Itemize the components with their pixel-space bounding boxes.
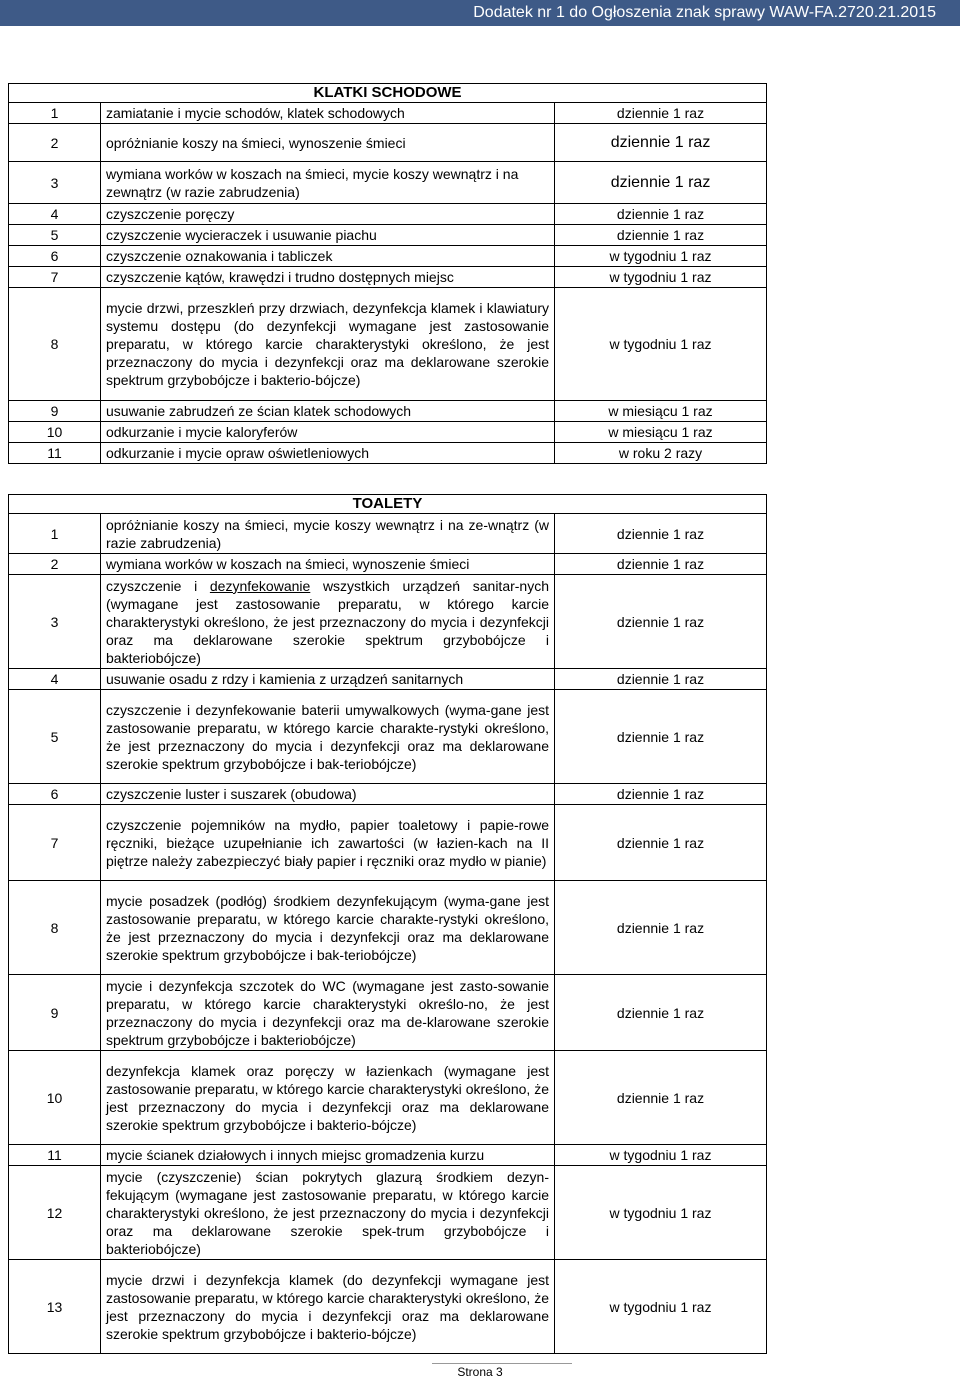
table-row (9, 288, 767, 401)
task-description: czyszczenie i dezynfekowanie baterii umywalkowych (wyma-gane jest zastosowanie preparatu, w którego karcie charakte-rystyki określono, że jest przeznaczony do mycia i dezynfekcji oraz ma deklarowane szerokie spektrum grzybobójcze i bak-teriobójcze) (101, 690, 555, 784)
task-description: usuwanie osadu z rdzy i kamienia z urządzeń sanitarnych (101, 669, 555, 690)
row-number: 9 (9, 975, 101, 1051)
table-row (9, 401, 767, 422)
task-description: usuwanie zabrudzeń ze ścian klatek schodowych (101, 401, 555, 422)
row-number: 10 (9, 422, 101, 443)
task-frequency: dziennie 1 raz (555, 881, 767, 975)
task-description: mycie drzwi i dezynfekcja klamek (do dezynfekcji wymagane jest zastosowanie preparatu, w którego karcie charakterystyki określono, że jest przeznaczony do mycia i dezynfekcji oraz ma deklarowane szerokie spektrum grzybobójcze i bakterio-bójcze) (101, 1260, 555, 1354)
desc-text: czyszczenie i (106, 577, 210, 594)
task-frequency: dziennie 1 raz (555, 975, 767, 1051)
row-number: 11 (9, 443, 101, 464)
task-description: mycie posadzek (podłóg) środkiem dezynfekującym (wyma-gane jest zastosowanie preparatu, w którego karcie charakte-rystyki określono, że jest przeznaczony do mycia i dezynfekcji oraz ma deklarowane szerokie spektrum grzybobójcze i bak-teriobójcze) (101, 881, 555, 975)
row-number: 7 (9, 805, 101, 881)
table-row (9, 575, 767, 669)
row-number: 2 (9, 554, 101, 575)
table-row (9, 1145, 767, 1166)
row-number: 4 (9, 669, 101, 690)
table-row (9, 1051, 767, 1145)
task-description: wymiana worków w koszach na śmieci, wynoszenie śmieci (101, 554, 555, 575)
task-frequency: dziennie 1 raz (555, 162, 767, 204)
table-row (9, 443, 767, 464)
table-row (9, 1166, 767, 1260)
task-frequency: w miesiącu 1 raz (555, 422, 767, 443)
task-description: opróżnianie koszy na śmieci, mycie koszy wewnątrz i na ze-wnątrz (w razie zabrudzenia) (101, 514, 555, 554)
page-number: Strona 3 (457, 1365, 503, 1379)
toalety-table (8, 494, 767, 1354)
task-frequency: dziennie 1 raz (555, 103, 767, 124)
task-description: odkurzanie i mycie opraw oświetleniowych (101, 443, 555, 464)
task-frequency: dziennie 1 raz (555, 784, 767, 805)
table-row (9, 124, 767, 162)
table-title-row (9, 495, 767, 514)
task-description: dezynfekcja klamek oraz poręczy w łazienkach (wymagane jest zastosowanie preparatu, w którego karcie charakterystyki określono, że jest przeznaczony do mycia i dezynfekcji oraz ma deklarowane szerokie spektrum grzybobójcze i bakterio-bójcze) (101, 1051, 555, 1145)
task-description: czyszczenie kątów, krawędzi i trudno dostępnych miejsc (101, 267, 555, 288)
row-number: 6 (9, 784, 101, 805)
table-row (9, 690, 767, 784)
task-description: czyszczenie pojemników na mydło, papier toaletowy i papie-rowe ręczniki, bieżące uzupełnianie ich zawartości (w łazien-kach na II piętrze należy zabezpieczyć biały papier i ręczniki oraz mydło w pianie) (101, 805, 555, 881)
task-frequency: w tygodniu 1 raz (555, 246, 767, 267)
task-description: zamiatanie i mycie schodów, klatek schodowych (101, 103, 555, 124)
task-frequency: w tygodniu 1 raz (555, 1260, 767, 1354)
table-row (9, 784, 767, 805)
task-frequency: dziennie 1 raz (555, 514, 767, 554)
task-frequency: dziennie 1 raz (555, 575, 767, 669)
row-number: 1 (9, 103, 101, 124)
row-number: 8 (9, 881, 101, 975)
desc-underlined-text: dezynfekowanie (209, 577, 311, 594)
header-title: Dodatek nr 1 do Ogłoszenia znak sprawy WAW-FA.2720.21.2015 (473, 4, 936, 21)
row-number: 8 (9, 288, 101, 401)
table-row (9, 554, 767, 575)
task-frequency: w tygodniu 1 raz (555, 1145, 767, 1166)
page-footer (0, 1356, 960, 1380)
task-description: czyszczenie luster i suszarek (obudowa) (101, 784, 555, 805)
row-number: 3 (9, 162, 101, 204)
document-header (0, 0, 960, 26)
task-description: mycie drzwi, przeszkleń przy drzwiach, dezynfekcja klamek i klawiatury systemu dostępu (do dezynfekcji wymagane jest zastosowanie preparatu, w którego karcie charakterystyki określono, że jest przeznaczony do mycia i dezynfekcji oraz ma deklarowane szerokie spektrum grzybobójcze i bakterio-bójcze) (101, 288, 555, 401)
row-number: 12 (9, 1166, 101, 1260)
row-number: 11 (9, 1145, 101, 1166)
row-number: 3 (9, 575, 101, 669)
task-description: mycie ścianek działowych i innych miejsc gromadzenia kurzu (101, 1145, 555, 1166)
row-number: 4 (9, 204, 101, 225)
task-description: odkurzanie i mycie kaloryferów (101, 422, 555, 443)
table-row (9, 246, 767, 267)
row-number: 5 (9, 225, 101, 246)
task-frequency: dziennie 1 raz (555, 225, 767, 246)
table-row (9, 975, 767, 1051)
table-title: TOALETY (9, 495, 767, 514)
task-description: czyszczenie poręczy (101, 204, 555, 225)
klatki-schodowe-table (8, 83, 767, 464)
task-frequency: dziennie 1 raz (555, 204, 767, 225)
table-row (9, 514, 767, 554)
table-row (9, 422, 767, 443)
task-description (101, 575, 555, 669)
row-number: 1 (9, 514, 101, 554)
task-description: opróżnianie koszy na śmieci, wynoszenie śmieci (101, 124, 555, 162)
table-row (9, 103, 767, 124)
row-number: 6 (9, 246, 101, 267)
table-row (9, 267, 767, 288)
task-frequency: w tygodniu 1 raz (555, 1166, 767, 1260)
row-number: 2 (9, 124, 101, 162)
row-number: 13 (9, 1260, 101, 1354)
table-row (9, 881, 767, 975)
task-description: mycie (czyszczenie) ścian pokrytych glazurą środkiem dezyn-fekującym (wymagane jest zastosowanie preparatu, w którego karcie charakterystyki określono, że jest przeznaczony do mycia i dezynfekcji oraz ma deklarowane szerokie spek-trum grzybobójcze i bakteriobójcze) (101, 1166, 555, 1260)
task-description: wymiana worków w koszach na śmieci, mycie koszy wewnątrz i na zewnątrz (w razie zabrudzenia) (101, 162, 555, 204)
row-number: 9 (9, 401, 101, 422)
task-description: czyszczenie oznakowania i tabliczek (101, 246, 555, 267)
task-frequency: dziennie 1 raz (555, 1051, 767, 1145)
table-title-row (9, 84, 767, 103)
task-frequency: dziennie 1 raz (555, 669, 767, 690)
task-frequency: dziennie 1 raz (555, 805, 767, 881)
task-frequency: dziennie 1 raz (555, 124, 767, 162)
table-row (9, 162, 767, 204)
task-description: mycie i dezynfekcja szczotek do WC (wymagane jest zasto-sowanie preparatu, w którego karcie charakterystyki określo-no, że jest przeznaczony do mycia i dezynfekcji oraz ma de-klarowane szerokie spektrum grzybobójcze i bakteriobójcze) (101, 975, 555, 1051)
row-number: 7 (9, 267, 101, 288)
task-frequency: w roku 2 razy (555, 443, 767, 464)
task-description: czyszczenie wycieraczek i usuwanie piachu (101, 225, 555, 246)
table-title: KLATKI SCHODOWE (9, 84, 767, 103)
task-frequency: w tygodniu 1 raz (555, 267, 767, 288)
task-frequency: w miesiącu 1 raz (555, 401, 767, 422)
table-row (9, 805, 767, 881)
task-frequency: dziennie 1 raz (555, 690, 767, 784)
row-number: 10 (9, 1051, 101, 1145)
task-frequency: dziennie 1 raz (555, 554, 767, 575)
footer-rule (432, 1363, 572, 1364)
task-frequency: w tygodniu 1 raz (555, 288, 767, 401)
table-row (9, 204, 767, 225)
desc-text: wszystkich urządzeń sanitar-nych (wymagane jest zastosowanie preparatu, w którego karcie charakterystyki określono, że jest przeznaczony do mycia i dezynfekcji oraz ma deklarowane szerokie spektrum grzybobójcze i bakteriobójcze) (106, 577, 549, 666)
table-row (9, 669, 767, 690)
table-row (9, 1260, 767, 1354)
table-row (9, 225, 767, 246)
row-number: 5 (9, 690, 101, 784)
